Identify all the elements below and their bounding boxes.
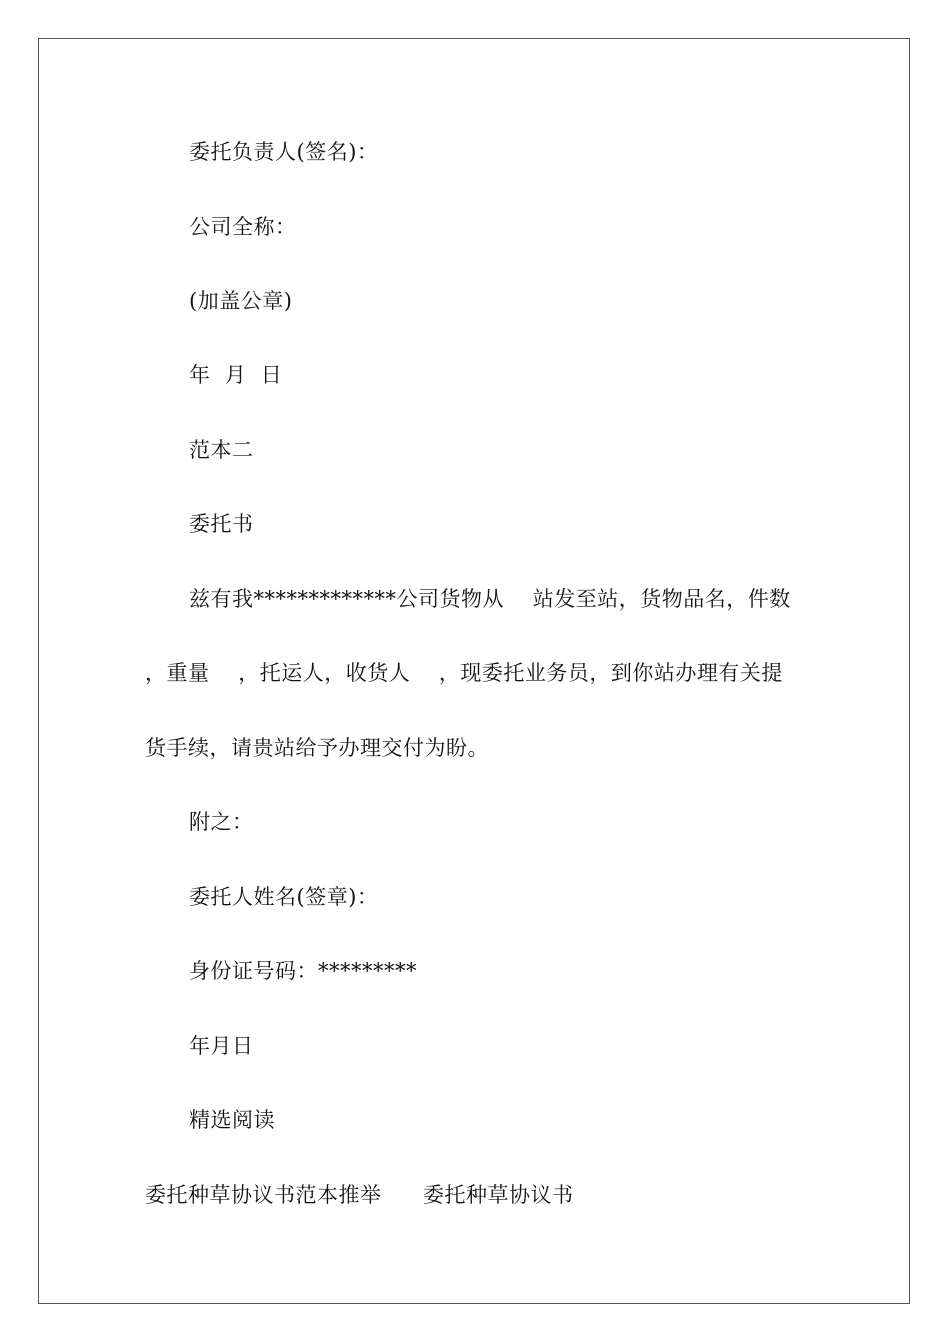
letter-title: 委托书: [189, 512, 254, 536]
date-line-2: 年月日: [189, 1034, 254, 1058]
seal-line: (加盖公章): [189, 289, 293, 313]
delegator-name-line: 委托人姓名(签章)：: [189, 885, 379, 909]
featured-reading-heading: 精选阅读: [189, 1108, 275, 1132]
body-paragraph-line-3: 货手续，请贵站给予办理交付为盼。: [145, 736, 489, 760]
id-number-line: 身份证号码：*********: [189, 959, 417, 983]
sample-two-heading: 范本二: [189, 438, 254, 462]
body-paragraph-line-1: 兹有我*************公司货物从 站发至站，货物品名，件数: [189, 587, 791, 611]
attachment-line: 附之：: [189, 810, 254, 834]
signature-line: 委托负责人(签名)：: [189, 140, 379, 164]
related-link-2[interactable]: 委托种草协议书: [423, 1183, 574, 1207]
body-paragraph-line-2: ，重量 ，托运人，收货人 ，现委托业务员，到你站办理有关提: [145, 661, 783, 685]
related-link-1[interactable]: 委托种草协议书范本推举: [145, 1183, 382, 1207]
company-name-line: 公司全称：: [189, 215, 297, 239]
date-line: 年 月 日: [189, 363, 283, 387]
